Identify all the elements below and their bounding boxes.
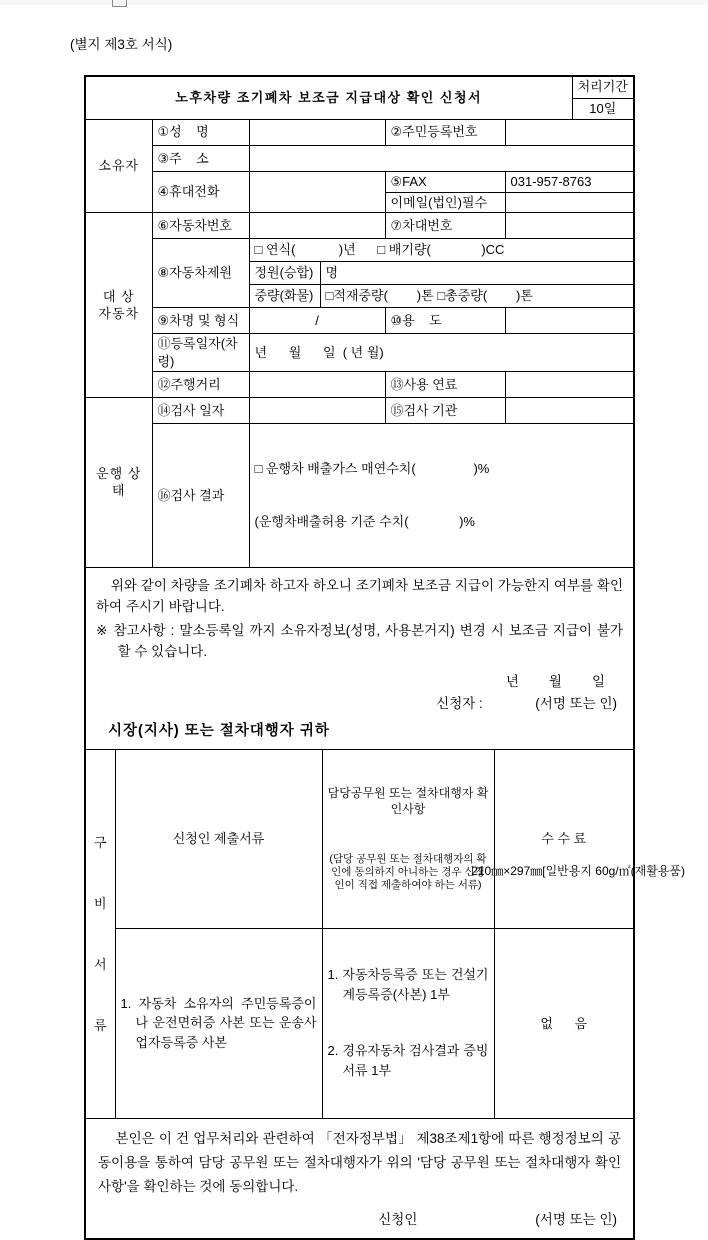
application-form <box>84 75 635 1240</box>
spec-label: ⑧자동차제원 <box>152 239 249 308</box>
address-input-cell[interactable] <box>249 146 633 172</box>
fuel-input-cell[interactable] <box>505 372 633 398</box>
title-section <box>86 77 633 120</box>
form-title: 노후차량 조기폐차 보조금 지급대상 확인 신청서 <box>86 77 572 119</box>
form-note: (별지 제3호 서식) <box>70 37 173 52</box>
inspect-result-line2: (운행차배출허용 기준 수치( )% <box>254 513 475 529</box>
email-input-cell[interactable] <box>505 192 633 213</box>
agreement-text: 본인은 이 건 업무처리와 관련하여 「전자정부법」 제38조제1항에 따른 행정정보의 공동이용을 통하여 담당 공무원 또는 절차대행자가 위의 '담당 공무원 또는 절차대행자 확인사항'을 확인하는 것에 동의합니다. <box>98 1131 621 1194</box>
inspect-org-label: ⑮검사 기관 <box>385 398 505 424</box>
capacity-label: 정원(승합) <box>249 262 320 285</box>
declaration-text: 위와 같이 차량을 조기폐차 하고자 하오니 조기폐차 보조금 지급이 가능한지 여부를 확인하여 주시기 바랍니다. <box>96 577 623 615</box>
inspect-org-input-cell[interactable] <box>505 398 633 424</box>
vehicle-group-line1: 대 상 <box>102 288 135 304</box>
agreement-block <box>86 1119 633 1238</box>
usage-input-cell[interactable] <box>505 308 633 334</box>
address-label: ③주 소 <box>152 146 249 172</box>
model-input-cell[interactable]: / <box>249 308 385 334</box>
inspect-date-input-cell[interactable] <box>249 398 385 424</box>
paper-spec-note: 210㎜×297㎜[일반용지 60g/㎡(재활용품) <box>471 864 685 878</box>
vin-label: ⑦차대번호 <box>385 213 505 239</box>
official-doc-item: 1. 자동차등록증 또는 건설기계등록증(사본) 1부 <box>327 967 489 1002</box>
declaration-note: ※ 참고사항 : 말소등록일 까지 소유자정보(성명, 사용본거지) 변경 시 보조금 지급이 불가 할 수 있습니다. <box>96 622 623 660</box>
regdate-input-cell[interactable]: 년 월 일 ( 년 월) <box>249 334 633 372</box>
documents-group-char: 비 <box>93 895 107 911</box>
inspect-result-label: ⑯검사 결과 <box>152 424 249 567</box>
window-edge-strip <box>0 0 708 5</box>
plate-label: ⑥자동차번호 <box>152 213 249 239</box>
rrn-input-cell[interactable] <box>505 120 633 146</box>
inspect-result-cell[interactable] <box>249 424 633 567</box>
documents-group-char: 구 <box>93 834 107 850</box>
fuel-label: ⑬사용 연료 <box>385 372 505 398</box>
inspect-result-line1: □ 운행차 배출가스 매연수치( )% <box>254 461 490 477</box>
name-label: ①성 명 <box>152 120 249 146</box>
fax-value-cell[interactable]: 031-957-8763 <box>505 172 633 193</box>
official-docs-header-main: 담당공무원 또는 절차대행자 확인사항 <box>327 786 489 816</box>
window-edge-artifact <box>112 0 127 7</box>
applicant-docs-header: 신청인 제출서류 <box>115 750 322 929</box>
applicant-docs-cell <box>115 929 322 1119</box>
usage-label: ⑩용 도 <box>385 308 505 334</box>
declaration-date-line[interactable]: 년 월 일 <box>505 673 605 689</box>
vehicle-group-line2: 자동차 <box>98 306 140 322</box>
official-docs-cell <box>322 929 494 1119</box>
mobile-input-cell[interactable] <box>249 172 385 213</box>
documents-group-char: 류 <box>93 1018 107 1034</box>
model-label: ⑨차명 및 형식 <box>152 308 249 334</box>
processing-period-label: 처리기간 <box>572 77 633 98</box>
declaration-addressee: 시장(지사) 또는 절차대행자 귀하 <box>108 723 330 740</box>
fax-label: ⑤FAX <box>385 172 505 193</box>
rrn-label: ②주민등록번호 <box>385 120 505 146</box>
declaration-applicant-line[interactable]: 신청자 : (서명 또는 인) <box>436 695 617 711</box>
vin-input-cell[interactable] <box>505 213 633 239</box>
vehicle-group-label <box>86 213 152 398</box>
mileage-label: ⑫주행거리 <box>152 372 249 398</box>
documents-section <box>86 749 633 1119</box>
capacity-unit-cell[interactable]: 명 <box>320 262 633 285</box>
mobile-label: ④휴대전화 <box>152 172 249 213</box>
spec-year-displacement-cell[interactable]: □ 연식( )년 □ 배기량( )CC <box>249 239 633 262</box>
operation-group-label: 운행 상태 <box>86 398 152 567</box>
regdate-label: ⑪등록일자(차령) <box>152 334 249 372</box>
plate-input-cell[interactable] <box>249 213 385 239</box>
applicant-doc-item: 1. 자동차 소유자의 주민등록증이나 운전면허증 사본 또는 운송사업자등록증 사본 <box>120 995 317 1050</box>
email-label: 이메일(법인)필수 <box>385 192 505 213</box>
weight-label: 중량(화물) <box>249 285 320 308</box>
official-doc-item: 2. 경유자동차 검사결과 증빙서류 1부 <box>327 1043 489 1078</box>
agreement-sign-label: (서명 또는 인) <box>535 1212 617 1228</box>
owner-group-label: 소유자 <box>86 120 152 213</box>
processing-period-value: 10일 <box>572 98 633 119</box>
documents-group-char: 서 <box>93 956 107 972</box>
agreement-sign-row <box>98 1208 621 1232</box>
mileage-input-cell[interactable] <box>249 372 385 398</box>
official-docs-header-sub: (담당 공무원 또는 절차대행자의 확인에 동의하지 아니하는 경우 신청인이 직접 제출하여야 하는 서류) <box>329 852 487 891</box>
official-docs-header <box>322 750 494 929</box>
main-grid <box>86 120 633 568</box>
name-input-cell[interactable] <box>249 120 385 146</box>
agreement-applicant-label[interactable]: 신청인 <box>378 1212 418 1228</box>
inspect-date-label: ⑭검사 일자 <box>152 398 249 424</box>
fee-header: 수 수 료 <box>494 750 633 929</box>
documents-group-label <box>86 750 115 1119</box>
fee-value: 없 음 <box>494 929 633 1119</box>
weight-checkbox-cell[interactable]: □적재중량( )톤 □총중량( )톤 <box>320 285 633 308</box>
declaration-block <box>86 568 633 750</box>
